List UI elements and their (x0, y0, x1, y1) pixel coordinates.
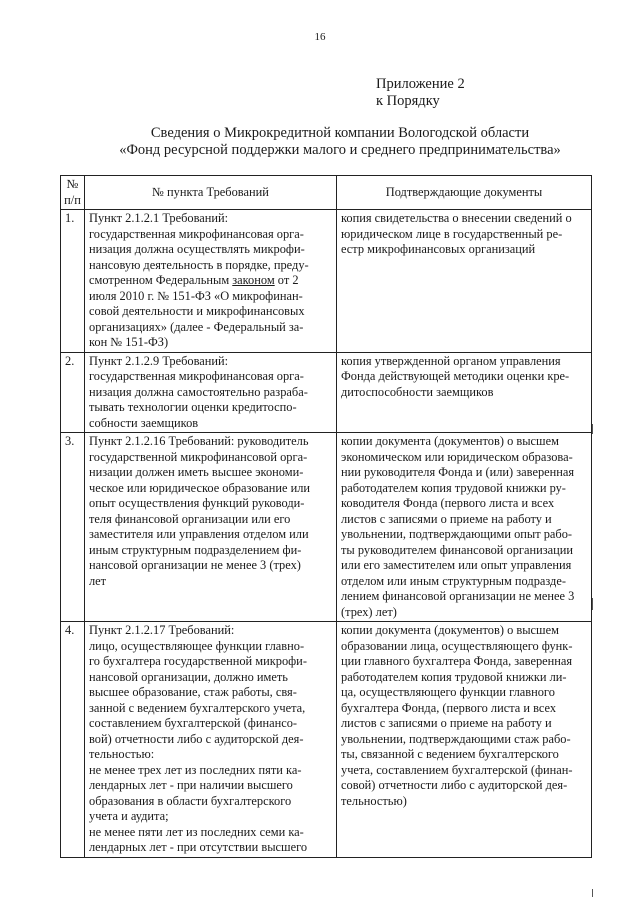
text-line: копия свидетельства о внесении сведений о (341, 211, 572, 225)
row-number: 4. (61, 622, 85, 858)
scan-mark (592, 424, 593, 434)
documents-cell (337, 622, 592, 858)
text-line: нии руководителя Фонда и (или) заверенная (341, 465, 575, 479)
text-line: заместителя или управления отделом или (89, 527, 309, 541)
text-line: (трех) лет) (341, 604, 397, 619)
requirements-table (60, 175, 592, 858)
header-number-line-1: № (66, 177, 79, 191)
text-line: нансовой организации, должно иметь (89, 669, 288, 684)
text-line: Фонда действующей методики оценки кре- (341, 369, 570, 383)
header-number-line-2: п/п (64, 192, 81, 207)
row-number: 2. (61, 352, 85, 433)
text-line: тельностью) (341, 793, 407, 808)
text-line: не менее пяти лет из последних семи ка- (89, 824, 304, 839)
text-line: Пункт 2.1.2.17 Требований: (89, 623, 235, 637)
text-line: го бухгалтера государственной микрофи- (89, 654, 307, 668)
scan-mark (592, 889, 593, 897)
table-row (61, 352, 592, 433)
header-item: № пункта Требований (85, 176, 337, 210)
text-line: увольнении, подтверждающими стаж рабо- (341, 731, 571, 746)
text-line: копии документа (документов) о высшем (341, 434, 559, 448)
text-line: Пункт 2.1.2.1 Требований: (89, 211, 229, 225)
table-row (61, 210, 592, 353)
requirement-cell (85, 352, 337, 433)
text-line (89, 273, 333, 289)
text-line: государственной микрофинансовой орга- (89, 449, 308, 464)
table-row (61, 433, 592, 622)
text-line: государственная микрофинансовая орга- (89, 369, 304, 383)
requirement-cell (85, 210, 337, 353)
text-line: организациях» (далее - Федеральный за- (89, 319, 304, 334)
title-line-1: Сведения о Микрокредитной компании Вологодской области (150, 125, 530, 141)
text-line: нансовой организации не менее 3 (трех) (89, 558, 301, 572)
text-line: отделом или иным структурным подразде- (341, 573, 566, 588)
text-line: кон № 151-ФЗ) (89, 335, 169, 349)
text-line: государственная микрофинансовая орга- (89, 226, 304, 241)
header-docs: Подтверждающие документы (337, 176, 592, 210)
text-line: составлением бухгалтерской (финансо- (89, 716, 298, 730)
text-line: листов с записями о приеме на работу и (341, 511, 552, 526)
text-line: юридическом лице в государственный ре- (341, 226, 563, 241)
text-line: учета и аудита; (89, 809, 169, 823)
text-line: работодателем копия трудовой книжки ли- (341, 669, 567, 684)
text-line: ца, осуществляющего функции главного (341, 685, 555, 699)
text-line: ты, связанной с ведением бухгалтерского (341, 747, 559, 761)
table-row (61, 622, 592, 858)
text-line: ты руководителем финансовой организации (341, 542, 574, 557)
text-line: лендарных лет - при отсутствии высшего (89, 840, 308, 854)
text-line: вой) отчетности либо с аудиторской дея- (89, 731, 304, 746)
row-number: 3. (61, 433, 85, 622)
text-line: экономическом или юридическом образова- (341, 449, 573, 464)
requirement-cell (85, 433, 337, 622)
row-number: 1. (61, 210, 85, 353)
text-line: ководителя Фонда (первого листа и всех (341, 496, 555, 510)
document-title (60, 125, 620, 159)
documents-cell (337, 352, 592, 433)
requirement-cell (85, 622, 337, 858)
scan-mark (592, 598, 593, 610)
text-line: лендарных лет - при наличии высшего (89, 778, 293, 792)
text-line: ческое или юридическое образование или (89, 480, 311, 495)
text-line: ции главного бухгалтера Фонда, заверенная (341, 654, 573, 668)
text-line: лением финансовой организации не менее 3 (341, 589, 575, 603)
table-header-row (61, 176, 592, 210)
text-line: не менее трех лет из последних пяти ка- (89, 762, 302, 777)
text-line: совой) отчетности либо с аудиторской дея- (341, 778, 568, 792)
documents-cell (337, 210, 592, 353)
text-line: бухгалтера Фонда, (первого листа и всех (341, 700, 557, 715)
text-line: занной с ведением бухгалтерского учета, (89, 700, 306, 715)
documents-cell (337, 433, 592, 622)
text-line: лицо, осуществляющее функции главно- (89, 638, 305, 653)
text-line: дитоспособности заемщиков (341, 384, 494, 399)
text-line: лет (89, 573, 107, 588)
law-link[interactable]: законом (232, 273, 275, 287)
title-line-2: «Фонд ресурсной поддержки малого и среднего предпринимательства» (119, 142, 561, 158)
text-line: учета, составлением бухгалтерской (финан- (341, 762, 573, 777)
text-line: листов с записями о приеме на работу и (341, 716, 552, 730)
text-line: копии документа (документов) о высшем (341, 623, 559, 637)
text-line: естр микрофинансовых организаций (341, 242, 536, 256)
text-line: высшее образование, стаж работы, свя- (89, 685, 297, 699)
text-fragment: смотренном Федеральным (89, 273, 233, 287)
appendix-line-1: Приложение 2 (376, 76, 465, 92)
text-line: тывать технологии оценки кредитоспо- (89, 400, 297, 414)
text-line: копия утвержденной органом управления (341, 353, 561, 368)
text-line: низация должна осуществлять микрофи- (89, 242, 305, 256)
text-line: опыт осуществления функций руководи- (89, 496, 305, 510)
text-line: собности заемщиков (89, 415, 199, 430)
text-line: работодателем копия трудовой книжки ру- (341, 480, 566, 495)
text-line: низация должна самостоятельно разраба- (89, 384, 308, 399)
text-line: тельностью: (89, 747, 155, 761)
text-line: образования в области бухгалтерского (89, 793, 292, 808)
text-line: нансовую деятельность в порядке, преду- (89, 257, 309, 272)
text-line: иным структурным подразделением фи- (89, 542, 302, 557)
text-line: низации должен иметь высшее экономи- (89, 465, 304, 479)
text-line: или его заместителем или опыт управления (341, 558, 572, 572)
text-line: образовании лица, осуществляющего функ- (341, 638, 573, 653)
text-line: увольнении, подтверждающими опыт рабо- (341, 527, 573, 541)
text-line: Пункт 2.1.2.16 Требований: руководитель (89, 434, 309, 448)
text-line: теля финансовой организации или его (89, 511, 291, 526)
header-number (61, 176, 85, 210)
text-fragment: от 2 (274, 273, 299, 287)
appendix-line-2: к Порядку (376, 93, 440, 109)
text-line: Пункт 2.1.2.9 Требований: (89, 353, 229, 368)
page-number: 16 (314, 31, 326, 43)
text-line: июля 2010 г. № 151-ФЗ «О микрофинан- (89, 288, 303, 303)
appendix-heading (376, 76, 465, 110)
text-line: совой деятельности и микрофинансовых (89, 304, 305, 318)
